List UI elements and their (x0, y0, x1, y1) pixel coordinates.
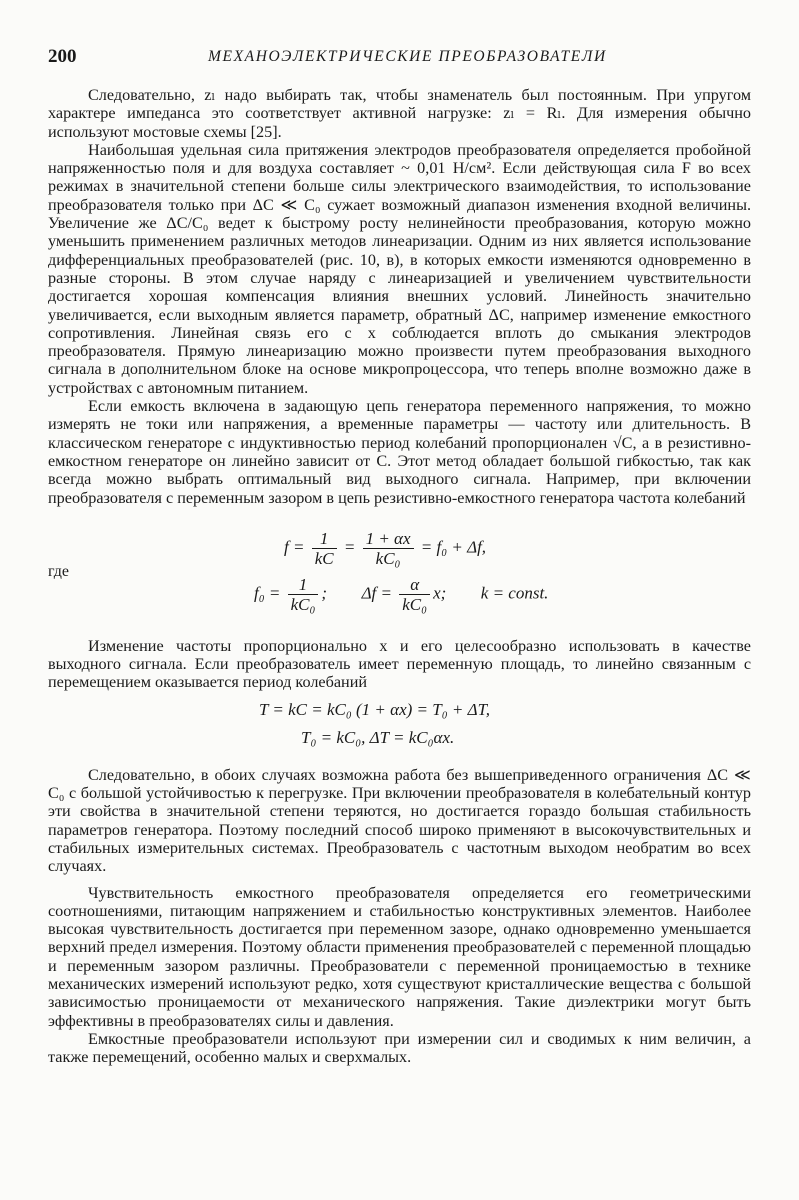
eq2-a: f₀ = (254, 583, 281, 603)
eq2-fraction-a (288, 575, 319, 614)
paragraph-5: Следовательно, в обоих случаях возможна работа без вышеприведенного ограничения ΔC ≪ C₀ с большой устойчивостью к перегрузке. При включении преобразователя в колебательный контур эти свойства в значительной степени теряются, но достигается гораздо большая стабильность параметров генератора. Поэтому последний способ широко применяют в высокочувствительных и стабильных измерительных системах. Преобразователь с частотным выходом необратим во всех случаях. (48, 765, 751, 876)
eq2-a-numerator: 1 (288, 575, 319, 595)
eq3-line-1: T = kC = kC₀ (1 + αx) = T₀ + ΔT, (259, 699, 491, 719)
equation-frequency: f = $\frac{1}{kC}$ = $\frac{1 + \alpha x}{\text{kC₀}}$ = f₀ + Δf, где (48, 528, 487, 580)
eq1-rhs: = f₀ + Δf, (420, 537, 487, 557)
running-title: МЕХАНОЭЛЕКТРИЧЕСКИЕ ПРЕОБРАЗОВАТЕЛИ (208, 48, 607, 65)
equation-definitions (48, 569, 751, 625)
paragraph-6: Чувствительность емкостного преобразователя определяется его геометрическими соотношениями, питающим напряжением и стабильностью конструктивных элементов. Наиболее высокая чувствительность достигается при переменном зазоре, однако одновременно уменьшается верхний предел измерения. Поэтому области применения преобразователей с переменной площадью и переменным зазором различны. Преобразователи с переменной проницаемостью в технике механических измерений используют редко, хотя существуют кристаллические вещества с большой зависимостью проницаемости от механического напряжения. Такие диэлектрики могут быть эффективны в преобразователях силы и давления. (48, 883, 751, 1030)
page-header (48, 46, 751, 72)
eq2-b-denominator: kC₀ (402, 594, 428, 614)
eq1-f1-denominator: kC (314, 548, 334, 568)
eq1-fraction-2 (363, 529, 414, 568)
paragraph-1: Следовательно, zₗ надо выбирать так, чтобы знаменатель был постоянным. При упругом характере импеданса это соответствует активной нагрузке: zₗ = Rₗ. Для измерения обычно используют мостовые схемы [25]. (48, 86, 751, 141)
paragraph-2: Наибольшая удельная сила притяжения электродов преобразователя определяется пробойной напряженностью поля и для воздуха составляет ~ 0,01 Н/см². Если действующая сила F во всех режимах в значительной степени больше силы электрического взаимодействия, то использование преобразователя только при ΔC ≪ C₀ сужает возможный диапазон изменения входной величины. Увеличение же ΔC/C₀ ведет к быстрому росту нелинейности преобразования, которую можно уменьшить применением различных методов линеаризации. Одним из них является использование дифференциальных преобразователей (рис. 10, в), в которых емкости изменяются одновременно в разные стороны. В этом случае наряду с линеаризацией и увеличением чувствительности достигается хорошая компенсация влияния внешних условий. Линейность значительно увеличивается, если выходным является параметр, обратный ΔC, например изменение емкостного сопротивления. Линейная связь его с x соблюдается вплоть до смыкания электродов преобразователя. Прямую линеаризацию можно произвести путем преобразования выходного сигнала в дополнительном блоке на основе микропроцессора, что теперь вполне возможно даже в устройствах с автономным питанием. (48, 140, 751, 397)
page-body (48, 86, 751, 1066)
eq2-c: k = const. (480, 583, 549, 603)
equation-period (48, 696, 751, 758)
page-number: 200 (48, 46, 77, 67)
paragraph-4: Изменение частоты пропорционально x и его целесообразно использовать в качестве выходного сигнала. Если преобразователь имеет переменную площадь, то линейно связанным с перемещением оказывается период колебаний (48, 636, 751, 692)
eq3-line-2: T₀ = kC₀, ΔT = kC₀αx. (301, 727, 455, 747)
eq2-b: Δf = (361, 583, 393, 603)
eq1-f1-numerator: 1 (312, 529, 337, 549)
where-label: где (48, 562, 70, 580)
eq1-f2-numerator: 1 + αx (363, 529, 414, 549)
eq2-fraction-b (399, 575, 430, 614)
eq2-b-end: x; (433, 583, 447, 603)
eq1-fraction-1 (312, 529, 337, 568)
eq2-b-numerator: α (399, 575, 430, 595)
eq2-a-end: ; (321, 583, 328, 603)
eq1-f2-denominator: kC₀ (375, 548, 401, 568)
eq2-a-denominator: kC₀ (290, 594, 316, 614)
paragraph-7: Емкостные преобразователи используют при измерении сил и сводимых к ним величин, а также перемещений, особенно малых и сверхмалых. (48, 1029, 751, 1067)
eq1-lhs: f = (284, 537, 305, 557)
paragraph-3: Если емкость включена в задающую цепь генератора переменного напряжения, то можно измерять не токи или напряжения, а временные параметры — частоту или длительность. В классическом генераторе с индуктивностью период колебаний пропорционален √C, а в резистивно-емкостном генераторе он линейно зависит от C. Этот метод обладает большой гибкостью, так как всегда можно выбрать оптимальный вид выходного сигнала. Например, при включении преобразователя с переменным зазором в цепь резистивно-емкостного генератора частота колебаний (48, 397, 751, 507)
